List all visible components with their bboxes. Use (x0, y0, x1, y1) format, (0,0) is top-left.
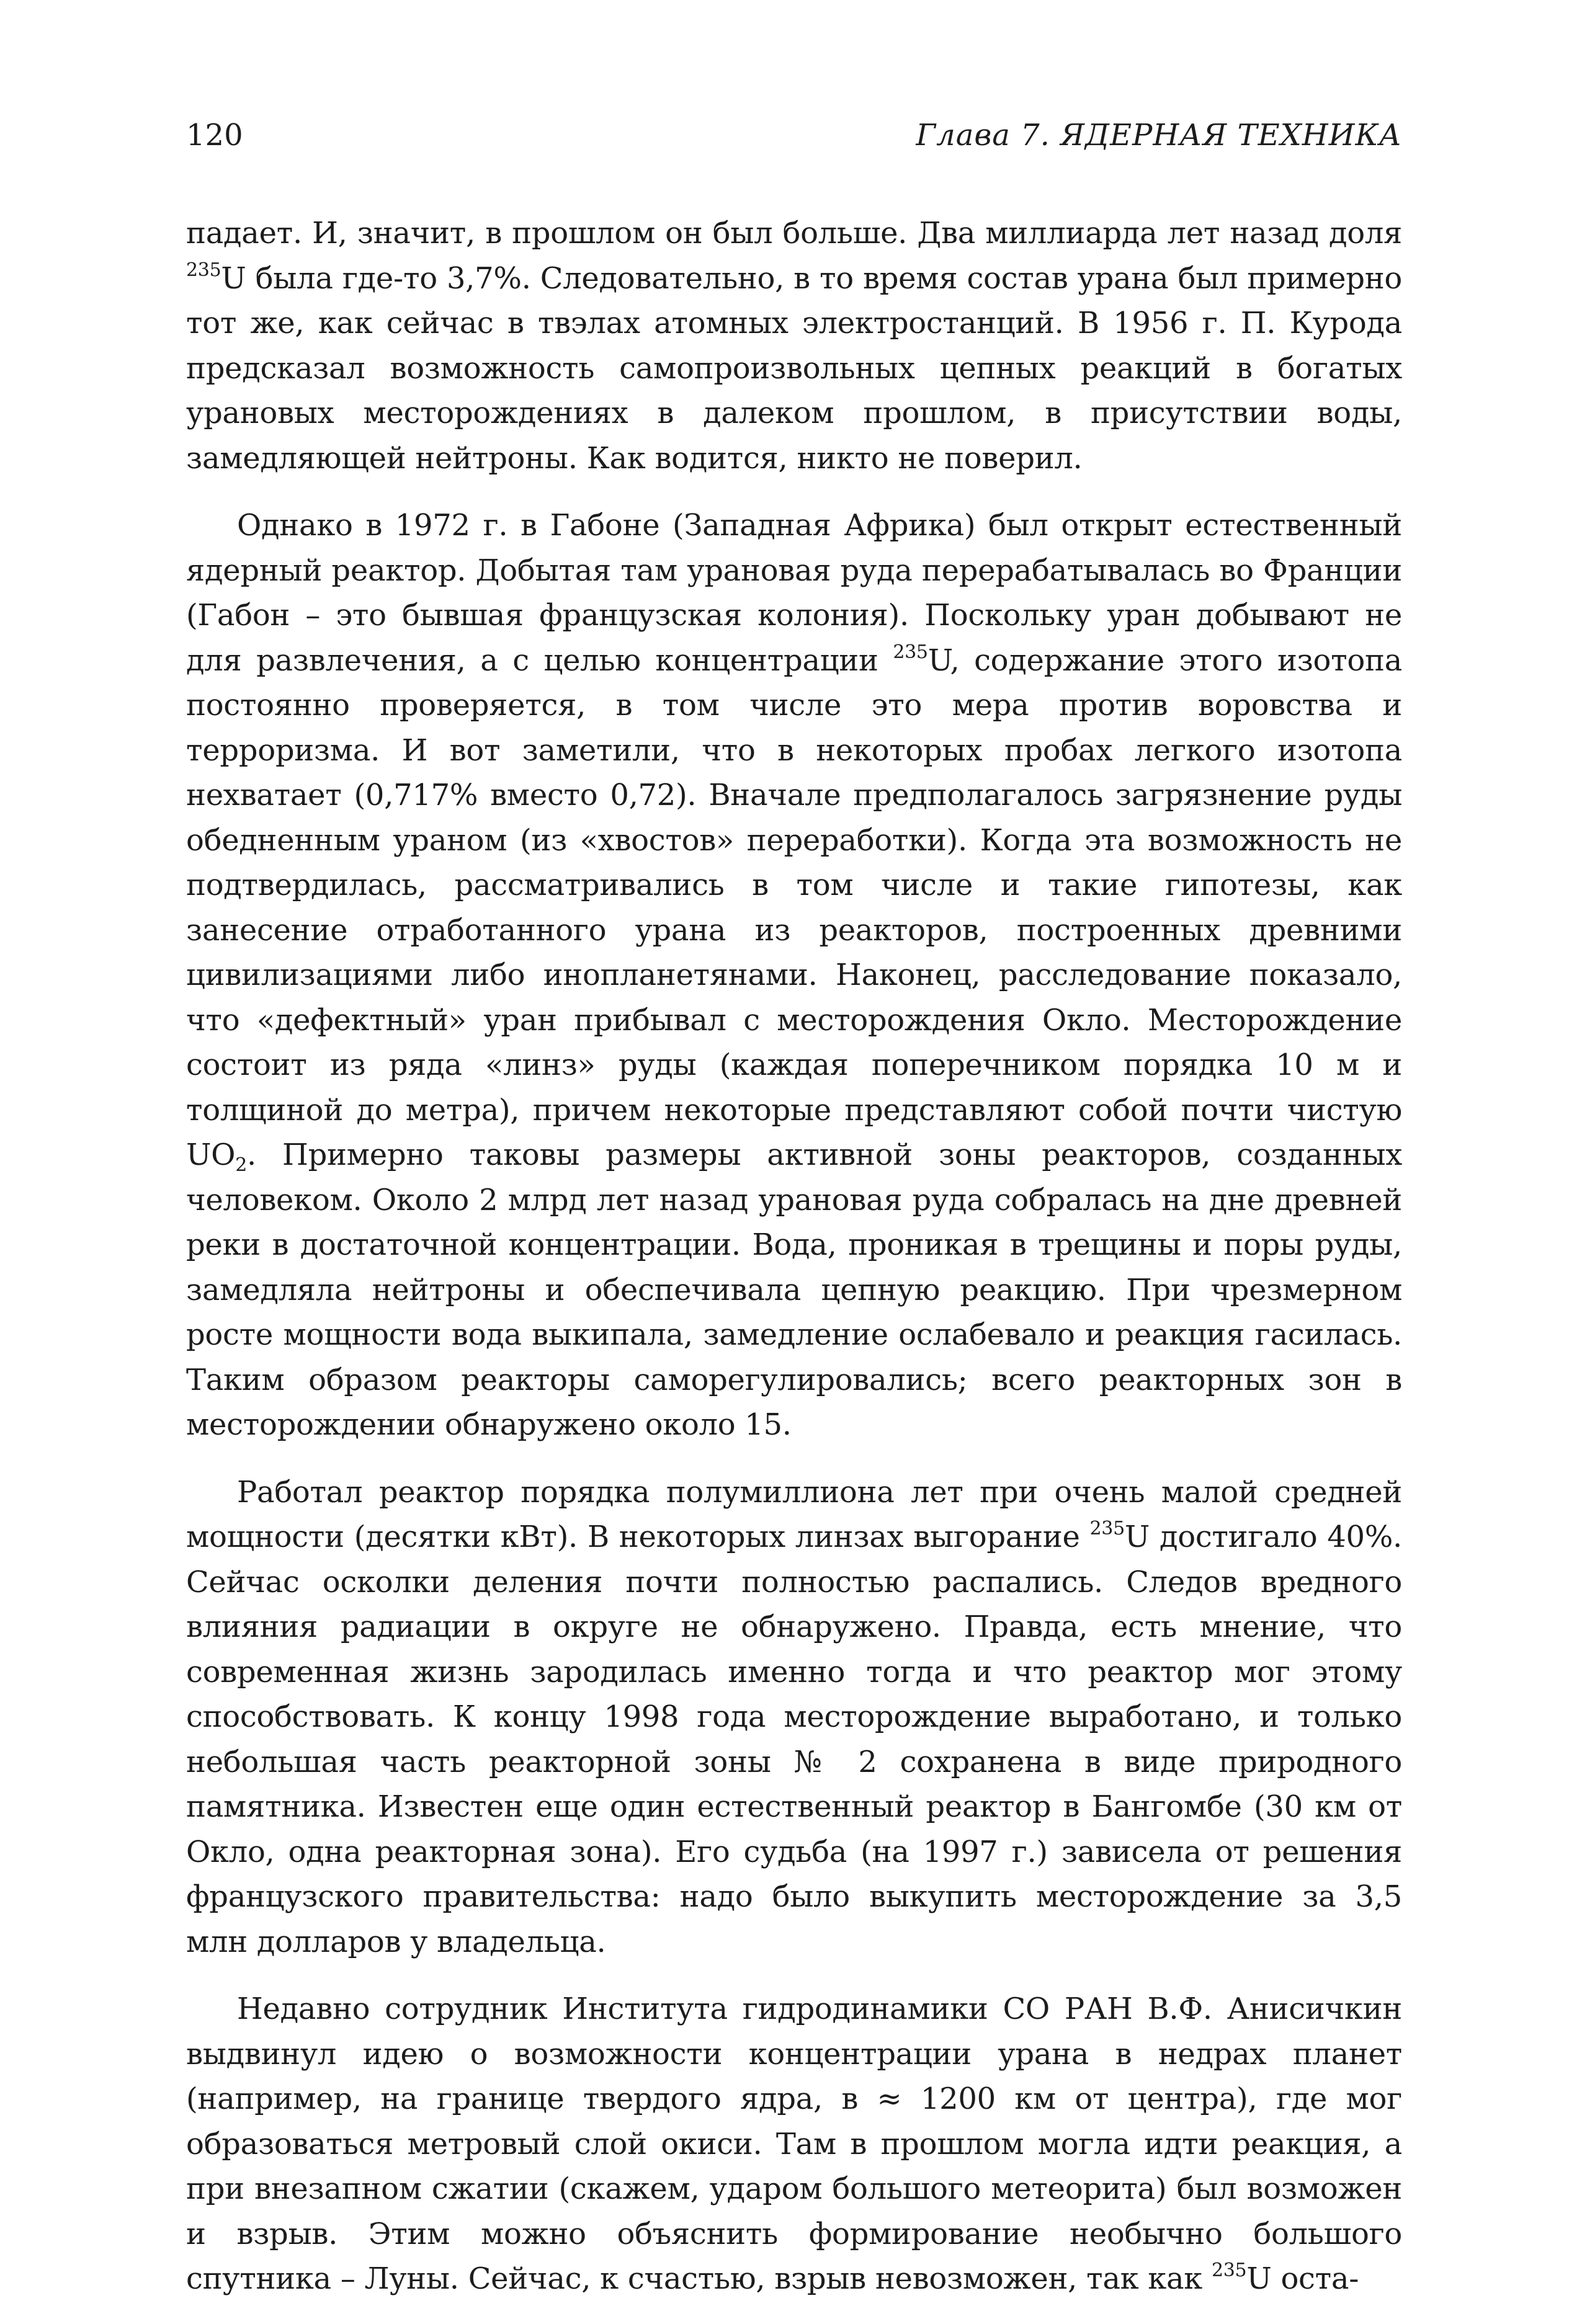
isotope-mass: 235 (1211, 2259, 1247, 2281)
paragraph-4 (186, 1987, 1402, 2302)
isotope-symbol: U (927, 643, 950, 678)
paragraph-2-text-a: Однако в 1972 г. в Габоне (Западная Африка) был открыт естественный ядерный реактор. Добытая там урановая руда перерабатывалась во Франции (Габон – это бывшая французская колония). Поскольку уран добывают не для развлечения, а с целью концентрации (186, 508, 1402, 678)
isotope-symbol: U (1124, 1520, 1150, 1554)
running-title: Глава 7. ЯДЕРНАЯ ТЕХНИКА (916, 118, 1402, 153)
paragraph-2-text-c: . Примерно таковы размеры активной зоны реакторов, созданных человеком. Около 2 млрд лет назад урановая руда собралась на дне древней реки в достаточной концентрации. Вода, проникая в трещины и поры руды, замедляла нейтроны и обеспечивала цепную реакцию. При чрезмерном росте мощности вода выкипала, замедление ослабевало и реакция гасилась. Таким образом реакторы саморегулировались; всего реакторных зон в месторождении обнаружено около 15. (186, 1138, 1402, 1442)
paragraph-1-text-b: была где-то 3,7%. Следовательно, в то время состав урана был примерно тот же, как сейчас в твэлах атомных электростанций. В 1956 г. П. Курода предсказал возможность самопроизвольных цепных реакций в богатых урановых месторождениях в далеком прошлом, в присутствии воды, замедляющей нейтроны. Как водится, никто не поверил. (186, 260, 1402, 476)
paragraph-2-text-b: , содержание этого изотопа постоянно проверяется, в том числе это мера против воровства и терроризма. И вот заметили, что в некоторых пробах легкого изотопа нехватает (0,717% вместо 0,72). Вначале предполагалось загрязнение руды обедненным ураном (из «хвостов» переработки). Когда эта возможность не подтвердилась, рассматривались в том числе и такие гипотезы, как занесение отработанного урана из реакторов, построенных древними цивилизациями либо инопланетянами. Наконец, расследование показало, что «дефектный» уран прибывал с месторождения Окло. Месторождение состоит из ряда «линз» руды (каждая поперечником порядка 10 м и толщиной до метра), причем некоторые представляют собой почти чистую UO (186, 643, 1402, 1172)
paragraph-1-text-a: падает. И, значит, в прошлом он был больше. Два миллиарда лет назад доля (186, 216, 1402, 251)
isotope-mass: 235 (186, 259, 221, 281)
paragraph-4-text-b: оста- (1271, 2261, 1359, 2296)
paragraph-4-text-a: Недавно сотрудник Института гидродинамики СО РАН В.Ф. Анисичкин выдвинул идею о возможности концентрации урана в недрах планет (например, на границе твердого ядра, в ≈ 1200 км от центра), где мог образоваться метровый слой окиси. Там в прошлом могла идти реакция, а при внезапном сжатии (скажем, ударом большого метеорита) был возможен и взрыв. Этим можно объяснить формирование необычно большого спутника – Луны. Сейчас, к счастью, взрыв невозможен, так как (186, 1992, 1402, 2296)
isotope-mass: 235 (893, 641, 928, 663)
book-page (186, 118, 1402, 2296)
page-number: 120 (186, 118, 243, 153)
paragraph-1 (186, 211, 1402, 481)
oxide-subscript: 2 (235, 1154, 248, 1176)
paragraph-3 (186, 1470, 1402, 1965)
paragraph-2 (186, 503, 1402, 1448)
isotope-symbol: U (221, 260, 246, 296)
isotope-mass: 235 (1089, 1518, 1125, 1539)
paragraph-3-text-b: достигало 40%. Сейчас осколки деления почти полностью распались. Следов вредного влияния радиации в округе не обнаружено. Правда, есть мнение, что современная жизнь зародилась именно тогда и что реактор мог этому способствовать. К концу 1998 года месторождение выработано, и только небольшая часть реакторной зоны № 2 сохранена в виде природного памятника. Известен еще один естественный реактор в Бангомбе (30 км от Окло, одна реакторная зона). Его судьба (на 1997 г.) зависела от решения французского правительства: надо было выкупить месторождение за 3,5 млн долларов у владельца. (186, 1520, 1402, 1959)
isotope-symbol: U (1246, 2261, 1272, 2296)
body-text (186, 211, 1402, 2324)
page-header (186, 118, 1402, 174)
paragraph-3-text-a: Работал реактор порядка полумиллиона лет при очень малой средней мощности (десятки кВт). В некоторых линзах выгорание (186, 1474, 1402, 1554)
